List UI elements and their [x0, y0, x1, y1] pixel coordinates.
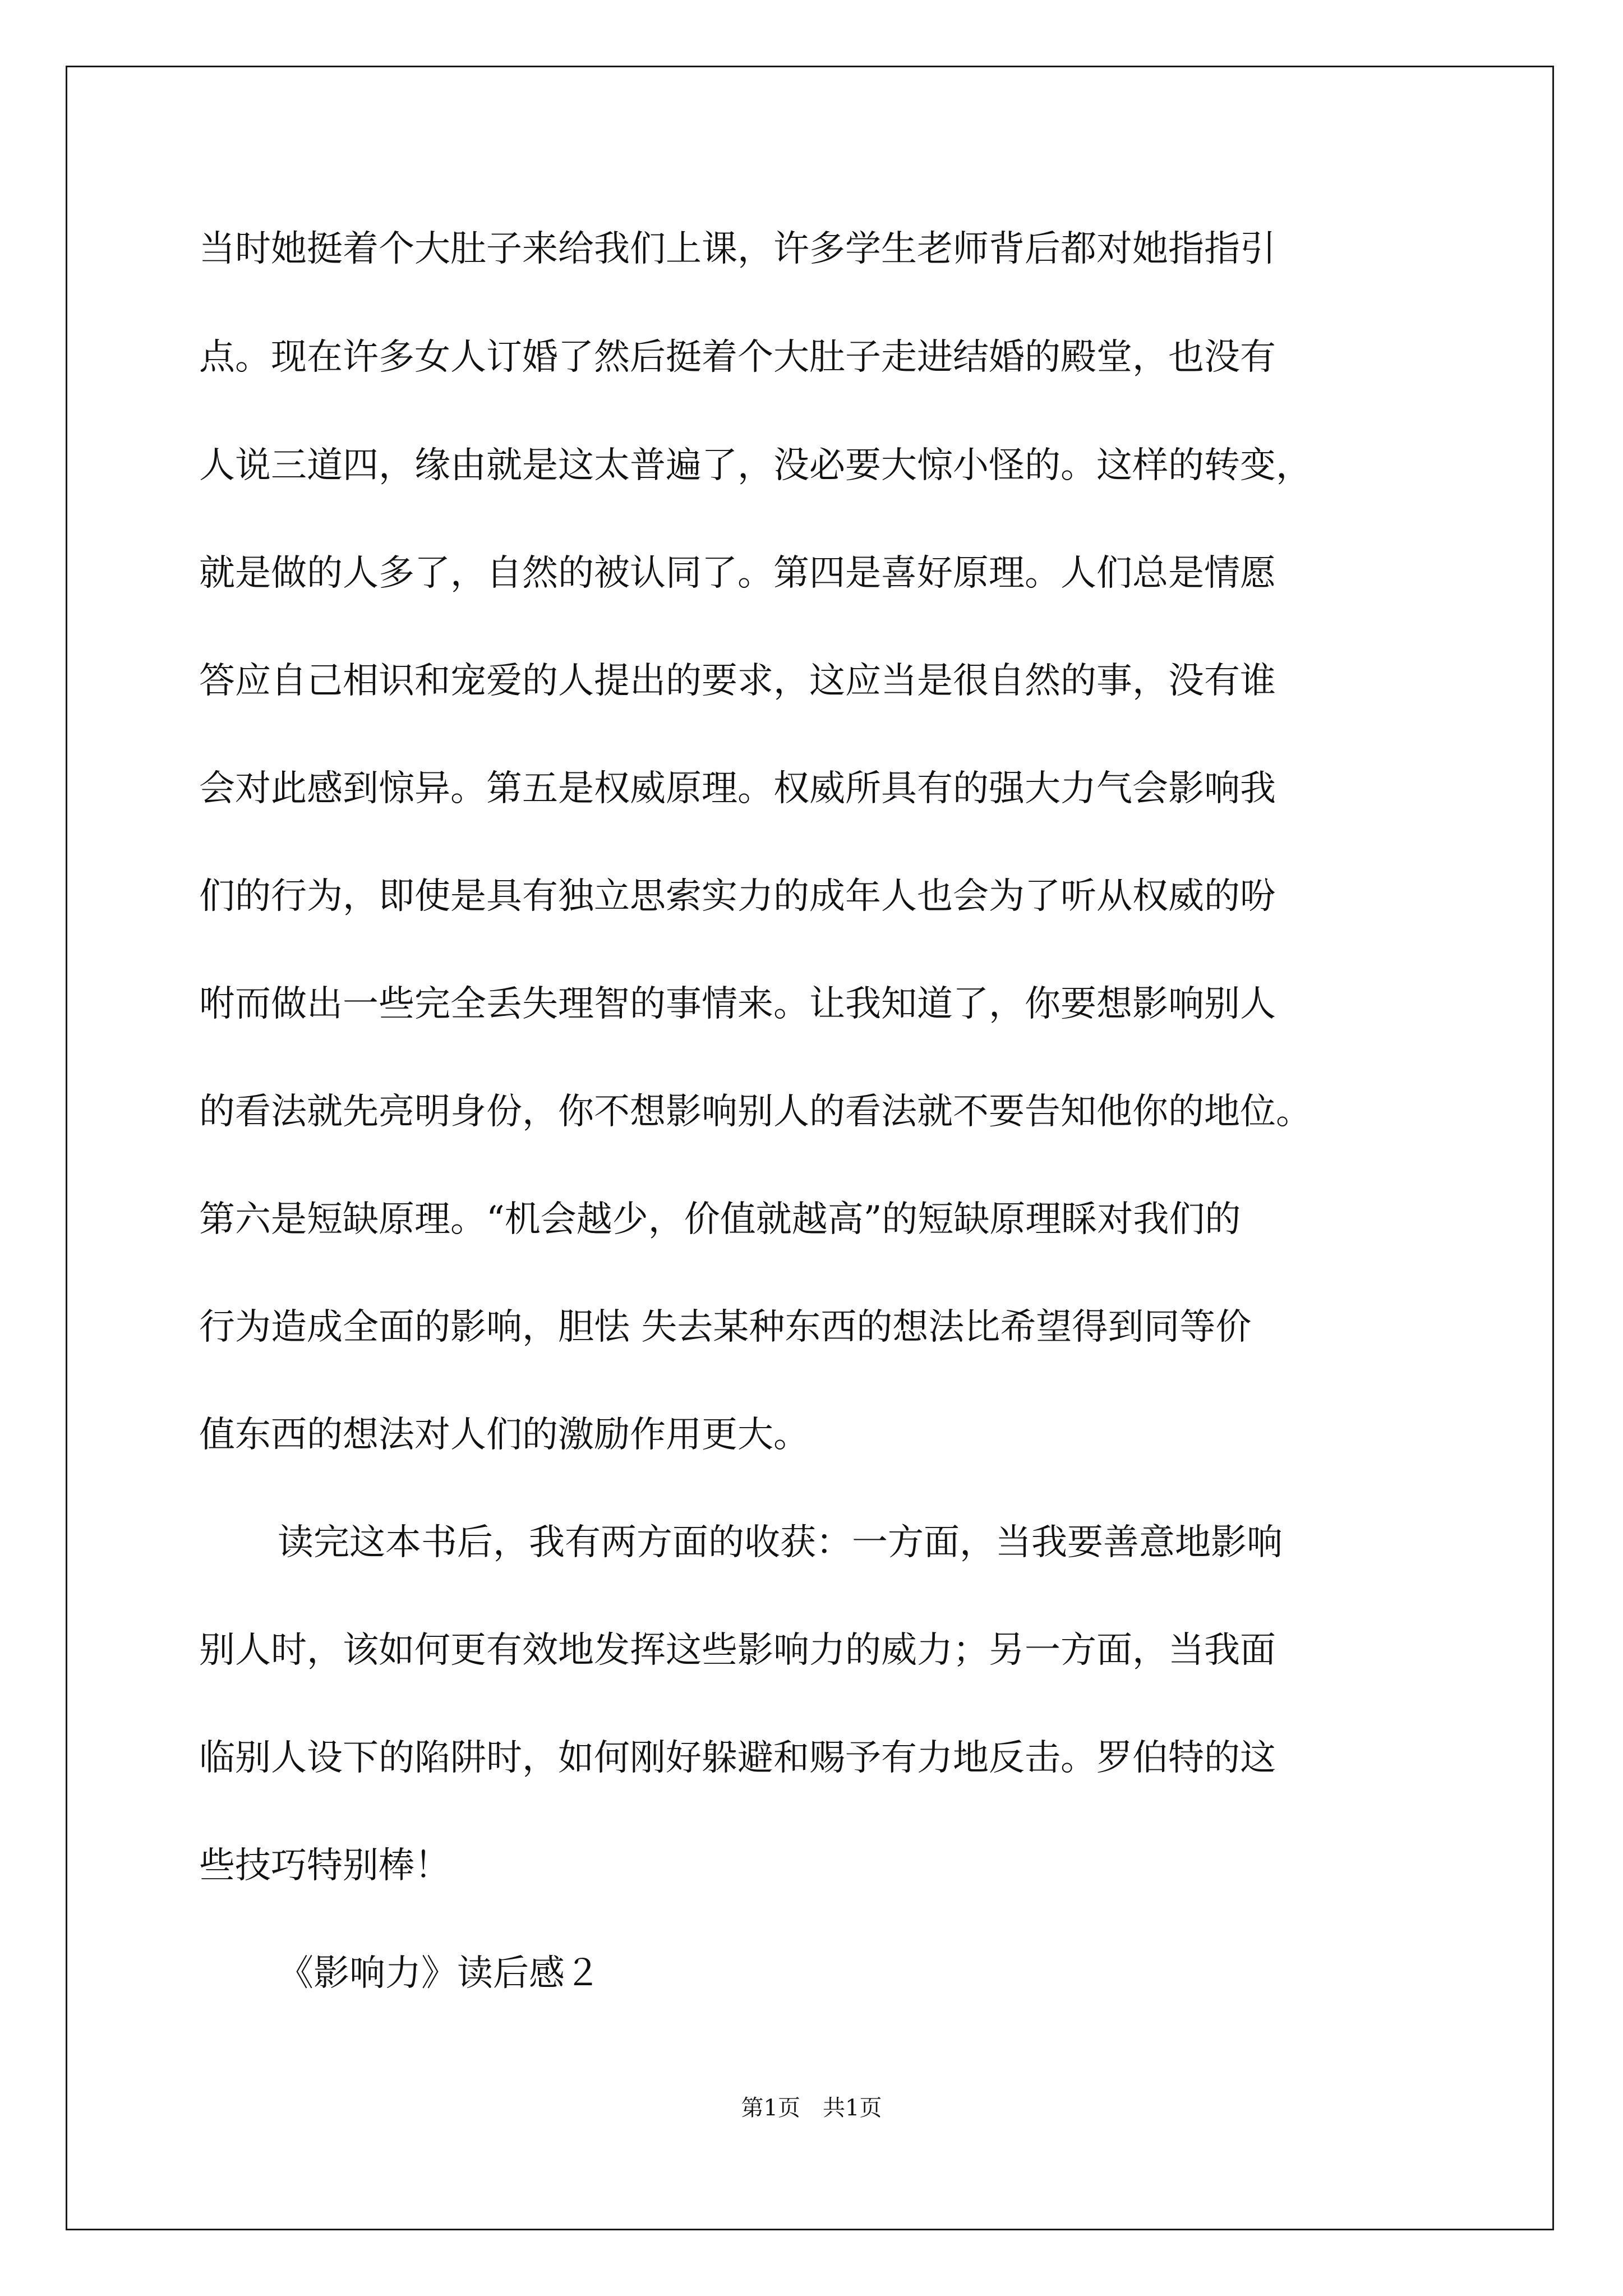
text-line: 行为造成全面的影响，胆怯 失去某种东西的想法比希望得到同等价	[199, 1306, 1252, 1348]
text-line: 点。现在许多女人订婚了然后挺着个大肚子走进结婚的殿堂，也没有	[199, 337, 1276, 378]
page-frame	[66, 66, 1554, 2230]
text-line: 咐而做出一些完全丢失理智的事情来。让我知道了，你要想影响别人	[199, 983, 1276, 1025]
section-heading: 《影响力》读后感２	[278, 1953, 601, 1994]
text-line: 当时她挺着个大肚子来给我们上课，许多学生老师背后都对她指指引	[199, 228, 1276, 270]
text-line: 就是做的人多了，自然的被认同了。第四是喜好原理。人们总是情愿	[199, 553, 1276, 594]
text-line: 值东西的想法对人们的激励作用更大。	[199, 1414, 809, 1456]
text-line: 答应自己相识和宠爱的人提出的要求，这应当是很自然的事，没有谁	[199, 660, 1276, 702]
text-line: 会对此感到惊异。第五是权威原理。权威所具有的强大力气会影响我	[199, 768, 1276, 809]
page-number-footer: 第1页 共1页	[741, 2095, 882, 2121]
text-line: 第六是短缺原理。“机会越少，价值就越高”的短缺原理睬对我们的	[199, 1199, 1241, 1240]
text-line: 们的行为，即使是具有独立思索实力的成年人也会为了听从权威的吩	[199, 876, 1276, 917]
text-line: 人说三道四，缘由就是这太普遍了，没必要大惊小怪的。这样的转变，	[199, 445, 1312, 486]
text-line: 的看法就先亮明身份，你不想影响别人的看法就不要告知他你的地位。	[199, 1091, 1312, 1133]
text-line: 临别人设下的陷阱时，如何刚好躲避和赐予有力地反击。罗伯特的这	[199, 1737, 1276, 1779]
text-line: 别人时，该如何更有效地发挥这些影响力的威力；另一方面，当我面	[199, 1630, 1276, 1671]
text-line: 些技巧特别棒！	[199, 1845, 450, 1887]
paragraph-first-line: 读完这本书后，我有两方面的收获：一方面，当我要善意地影响	[278, 1522, 1283, 1563]
